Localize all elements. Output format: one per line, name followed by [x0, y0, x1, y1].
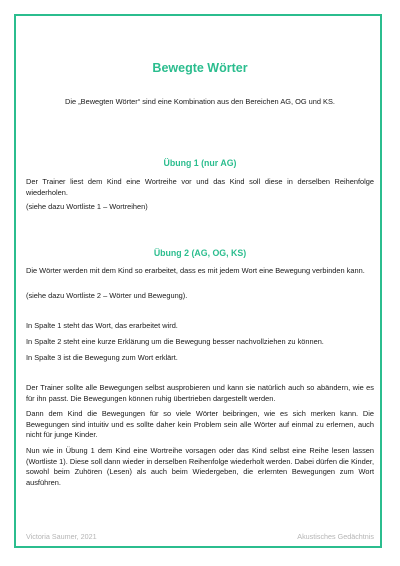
spalte-3-text: In Spalte 3 ist die Bewegung zum Wort erklärt.	[26, 353, 178, 362]
uebung-1-text: Der Trainer liest dem Kind eine Wortreihe vor und das Kind soll diese in derselben Reihenfolge wiederholen.	[26, 177, 374, 197]
spalte-2-text: In Spalte 2 steht eine kurze Erklärung um die Bewegung besser nachvollziehen zu können.	[26, 337, 324, 346]
footer-author: Victoria Saumer, 2021	[26, 532, 97, 541]
heading-uebung-2: Übung 2 (AG, OG, KS)	[153, 248, 247, 258]
uebung-2-reference: (siehe dazu Wortliste 2 – Wörter und Bewegung).	[26, 291, 188, 300]
paragraph-bewegungen-ausprobieren: Der Trainer sollte alle Bewegungen selbst ausprobieren und kann sie natürlich auch so abändern, wie es für ihn passt. Die Bewegungen können ruhig übertrieben dargestellt werden.	[26, 383, 374, 403]
intro-text: Die „Bewegten Wörter“ sind eine Kombination aus den Bereichen AG, OG und KS.	[65, 97, 335, 106]
paragraph-bewegungen-beibringen: Dann dem Kind die Bewegungen für so viele Wörter beibringen, wie es sich merken kann. Die Bewegungen sind intuitiv und es sollte daher kein Problem sein alle Wörter auf einmal zu erlernen, auch nicht für junge Kinder.	[26, 409, 374, 439]
footer-topic: Akustisches Gedächtnis	[297, 532, 374, 541]
paragraph-wortreihe: Nun wie in Übung 1 dem Kind eine Wortreihe vorsagen oder das Kind selbst eine Reihe lesen lassen (Wortliste 1). Diese soll dann wieder in derselben Reihenfolge wiederholt werden. Dabei dürfen die Kinder, sowohl beim Zuhören (Lesen) als auch beim Wiedergeben, die erlernten Bewegungen zum Wort ausführen.	[26, 446, 374, 487]
uebung-1-reference: (siehe dazu Wortliste 1 – Wortreihen)	[26, 202, 148, 211]
uebung-2-text: Die Wörter werden mit dem Kind so erarbeitet, dass es mit jedem Wort eine Bewegung verbinden kann.	[26, 266, 365, 275]
document-title: Bewegte Wörter	[152, 61, 248, 75]
spalte-1-text: In Spalte 1 steht das Wort, das erarbeitet wird.	[26, 321, 178, 330]
heading-uebung-1: Übung 1 (nur AG)	[163, 158, 237, 168]
